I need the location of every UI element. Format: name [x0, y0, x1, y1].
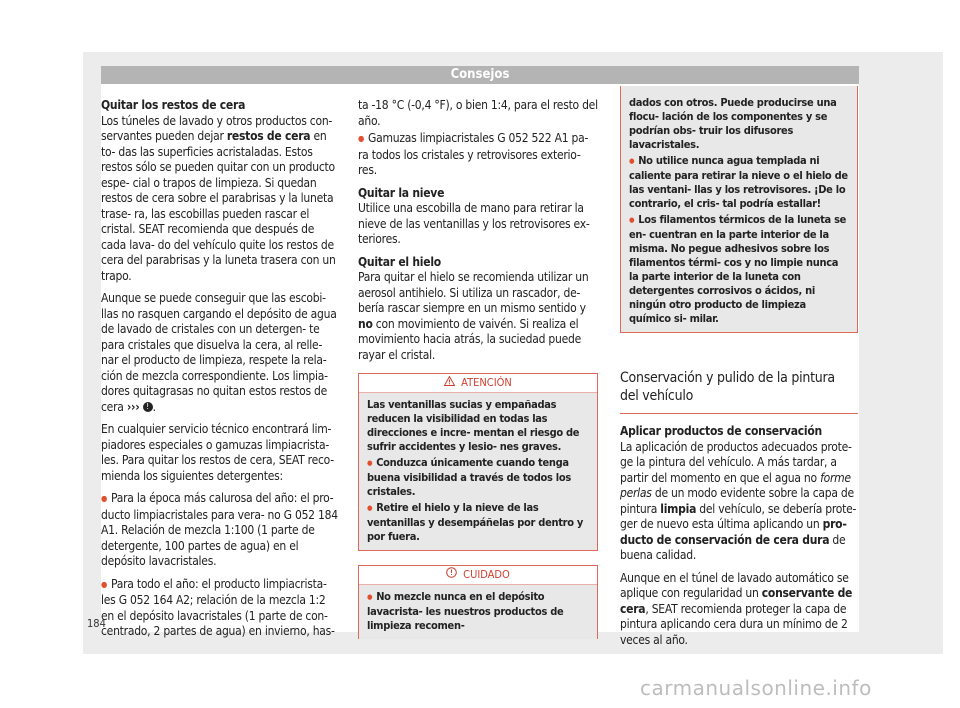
cross-reference-arrows[interactable]: ››› [126, 399, 140, 414]
cuidado-label: CUIDADO [463, 568, 510, 581]
atencion-header [359, 374, 597, 393]
atencion-box [358, 373, 598, 551]
column-2 [358, 98, 598, 639]
list-item: ● No mezcle nunca en el depósito lavacrista- les nuestros productos de limpieza recomen- [367, 590, 589, 633]
cuidado-box [358, 565, 598, 639]
atencion-label: ATENCIÓN [461, 376, 512, 389]
info-circle-icon [446, 566, 457, 584]
list-item: ● Para todo el año: el producto limpiacrista- les G 052 164 A2; relación de la mezcla 1:2 en el depósito lavacristales (1 parte de con- centrado, 2 partes de agua) en invierno, has- [101, 577, 341, 640]
list-item: ● No utilice nunca agua templada ni caliente para retirar la nieve o el hielo de las ventani- llas y los retrovisores. ¡De lo contrario, el cris- tal podría estallar! [629, 154, 849, 211]
warning-icon: ! [143, 402, 153, 412]
cuidado-box-continued [620, 86, 858, 333]
column-3 [620, 86, 858, 655]
list-item: ● Para la época más calurosa del año: el pro- ducto limpiacristales para vera- no G 052 184 A1. Relación de mezcla 1:100 (1 parte de detergente, 100 partes de agua) en el depósito lavacristales. [101, 491, 341, 570]
paragraph-servicio: En cualquier servicio técnico encontrará lim- piadores especiales o gamuzas limpiacrista- les. Para quitar los restos de cera, SEAT reco- mienda los siguientes detergentes: [101, 422, 334, 483]
cuidado-body [359, 585, 597, 639]
cuidado-body-continued [621, 86, 857, 332]
heading-quitar-nieve: Quitar la nieve [358, 185, 445, 200]
paragraph-cera-intro: Los túneles de lavado y otros productos con- servantes pueden dejar restos de cera en to- das las superficies acristaladas. Estos restos sólo se pueden quitar con un producto espe- cial o trapos de limpieza. Si quedan restos de cera sobre el parabrisas y la luneta trase- ra, las escobillas pueden rascar el cristal. SEAT recomienda que después de cada lava- do del vehículo quite los restos de cera del parabrisas y la luneta trasera con un trapo. [101, 113, 336, 283]
list-item: ● Los filamentos térmicos de la luneta se en- cuentran en la parte interior de la misma. No pegue adhesivos sobre los filamentos térmi- cos y no limpie nunca la parte interior de la luneta con detergentes corrosivos o ácidos, ni ningún otro producto de limpieza químico si- milar. [629, 213, 849, 326]
atencion-text: Las ventanillas sucias y empañadas reducen la visibilidad en todas las direcciones e incre- mentan el riesgo de sufrir accidentes y lesio- nes graves. [367, 398, 580, 453]
cuidado-header [359, 566, 597, 585]
section-title-line-1: Conservación y pulido de la pintura [620, 370, 835, 386]
watermark: carmanualsonline.info [640, 676, 872, 700]
atencion-body [359, 393, 597, 550]
paragraph-hielo: Para quitar el hielo se recomienda utilizar un aerosol antihielo. Si utiliza un rascador, de- bería rascar siempre en un mismo sentido y no con movimiento de vaivén. Si realiza el movimiento hacia atrás, la suciedad puede rayar el cristal. [358, 270, 589, 362]
column-1 [101, 98, 341, 640]
paragraph-tunel-lavado: Aunque en el túnel de lavado automático se aplique con regularidad un conservante de cera, SEAT recomienda proteger la capa de pintura aplicando cera dura un mínimo de 2 veces al año. [620, 570, 853, 647]
paragraph-conservacion: La aplicación de productos adecuados prote- ge la pintura del vehículo. A más tardar, a partir del momento en que el agua no forme perlas de un modo evidente sobre la capa de pintura limpia del vehículo, se debería prote- ger de nuevo esta última aplicando un pro- ducto de conservación de cera dura de buena calidad. [620, 439, 857, 562]
section-title [620, 369, 858, 414]
heading-quitar-cera: Quitar los restos de cera [101, 98, 246, 112]
warning-triangle-icon [444, 374, 455, 392]
paragraph-continuation: ta -18 °C (-0,4 °F), o bien 1:4, para el resto del año. [358, 98, 598, 128]
page-number: 184 [87, 617, 106, 630]
heading-aplicar-productos: Aplicar productos de conservación [620, 424, 822, 438]
list-item: ● Conduzca únicamente cuando tenga buena visibilidad a través de todos los cristales. [367, 456, 589, 499]
section-title-line-2: del vehículo [620, 388, 694, 404]
paragraph-escobillas: Aunque se puede conseguir que las escobi- llas no rasquen cargando el depósito de agua de lavado de cristales con un detergen- te para cristales que disuelva la cera, al relle- nar el producto de limpieza, respete la rela- ción de mezcla correspondiente. Los limpia- dores quitagrasas no quitan estos restos de cera ››› ! . [101, 291, 337, 414]
cuidado-text: dados con otros. Puede producirse una flocu- lación de los componentes y se podrían obs- truir los difusores lavacristales. [629, 96, 837, 151]
heading-quitar-hielo: Quitar el hielo [358, 254, 441, 269]
list-item: ● Retire el hielo y la nieve de las ventanillas y desempáñelas por dentro y por fuera. [367, 501, 589, 544]
paragraph-nieve: Utilice una escobilla de mano para retirar la nieve de las ventanillas y los retrovisores ex- teriores. [358, 201, 590, 246]
section-header: Consejos [101, 66, 859, 84]
list-item: ● Gamuzas limpiacristales G 052 522 A1 pa- ra todos los cristales y retrovisores exterio- res. [358, 131, 598, 179]
